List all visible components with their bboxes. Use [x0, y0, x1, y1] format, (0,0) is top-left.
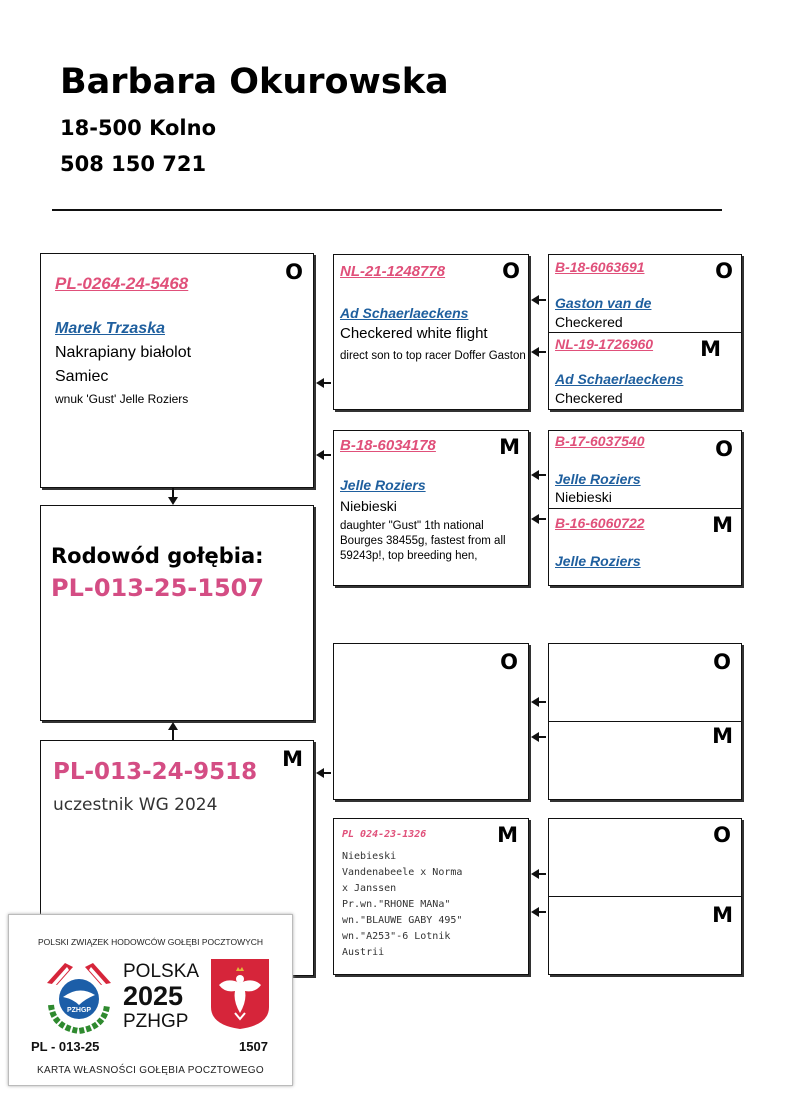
- father-sex: O: [285, 260, 303, 284]
- gen3-divider: [549, 896, 741, 897]
- gen3-block-3: [548, 643, 742, 800]
- arrow-left-icon: [316, 378, 330, 388]
- pedigree-label: Rodowód gołębia:: [51, 544, 264, 568]
- mmf-sex: O: [713, 823, 731, 847]
- father-card: [40, 253, 314, 488]
- fm-note: daughter "Gust" 1th national Bourges 38455g, fastest from all 59243p!, top breeding hen,: [340, 520, 506, 562]
- gen3-divider: [549, 721, 741, 722]
- card-ring-number: 1507: [239, 1039, 268, 1054]
- mm-line-2: Vandenabeele x Norma: [342, 867, 463, 878]
- fmm-breeder: Jelle Roziers: [555, 553, 641, 569]
- arrow-left-icon: [531, 907, 545, 917]
- fmf-breeder: Jelle Roziers: [555, 471, 641, 487]
- arrow-left-icon: [531, 470, 545, 480]
- arrow-left-icon: [531, 514, 545, 524]
- fmf-sex: O: [715, 437, 733, 461]
- fm-sex: M: [499, 435, 520, 459]
- ffm-ring: NL-19-1726960: [555, 336, 654, 352]
- ffm-breeder: Ad Schaerlaeckens: [555, 371, 684, 387]
- fff-sex: O: [715, 259, 733, 283]
- header-divider: [52, 209, 722, 211]
- fmf-color: Niebieski: [555, 489, 612, 505]
- mfm-sex: M: [712, 724, 733, 748]
- mff-sex: O: [713, 650, 731, 674]
- mm-card: [333, 818, 529, 975]
- gen3-block-4: [548, 818, 742, 975]
- fm-card: [333, 430, 529, 586]
- fff-ring: B-18-6063691: [555, 259, 645, 275]
- fm-color: Niebieski: [340, 498, 397, 514]
- mm-line-1: Niebieski: [342, 851, 397, 862]
- mmm-sex: M: [712, 903, 733, 927]
- pedigree-ring: PL-013-25-1507: [51, 574, 265, 602]
- card-org: POLSKI ZWIĄZEK HODOWCÓW GOŁĘBI POCZTOWYCH: [37, 937, 264, 947]
- father-ring: PL-0264-24-5468: [55, 274, 189, 293]
- arrow-left-icon: [531, 869, 545, 879]
- mm-line-4: Pr.wn."RHONE MANa": [342, 899, 451, 910]
- card-country: POLSKA: [123, 961, 200, 982]
- ff-color: Checkered white flight: [340, 325, 488, 342]
- pedigree-title-card: [40, 505, 314, 721]
- pzhgp-logo-icon: [39, 955, 119, 1035]
- arrow-left-icon: [316, 768, 330, 778]
- fff-color: Checkered: [555, 314, 623, 330]
- father-gender: Samiec: [55, 368, 109, 385]
- mm-sex: M: [497, 823, 518, 847]
- ff-sex: O: [502, 259, 520, 283]
- fm-breeder: Jelle Roziers: [340, 477, 426, 493]
- pzhgp-logo-text: PZHGP: [66, 1007, 92, 1014]
- card-year: 2025: [123, 981, 184, 1011]
- card-ring-prefix: PL - 013-25: [31, 1039, 100, 1054]
- ff-note: direct son to top racer Doffer Gaston: [340, 350, 526, 362]
- mm-line-6: wn."A253"-6 Lotnik: [342, 931, 451, 942]
- fmm-sex: M: [712, 513, 733, 537]
- fm-ring: B-18-6034178: [340, 437, 436, 454]
- ownership-card: [8, 914, 293, 1086]
- owner-phone: 508 150 721: [60, 152, 207, 176]
- gen3-block-1: [548, 254, 742, 410]
- arrow-up-icon: [167, 722, 179, 740]
- card-assoc: PZHGP: [123, 1011, 189, 1032]
- arrow-left-icon: [531, 295, 545, 305]
- mm-line-5: wn."BLAUWE GABY 495": [342, 915, 463, 926]
- mf-card: [333, 643, 529, 800]
- gen3-divider: [549, 508, 741, 509]
- fmm-ring: B-16-6060722: [555, 515, 645, 531]
- gen3-block-2: [548, 430, 742, 586]
- arrow-left-icon: [531, 732, 545, 742]
- fmf-ring: B-17-6037540: [555, 433, 645, 449]
- ff-breeder: Ad Schaerlaeckens: [340, 305, 469, 321]
- mother-note: uczestnik WG 2024: [53, 795, 218, 815]
- mm-ring: PL 024-23-1326: [342, 829, 427, 840]
- card-footer: KARTA WŁASNOŚCI GOŁĘBIA POCZTOWEGO: [37, 1065, 264, 1076]
- owner-name: Barbara Okurowska: [60, 62, 449, 102]
- arrow-left-icon: [531, 347, 545, 357]
- mm-line-3: x Janssen: [342, 883, 397, 894]
- ffm-sex: M: [700, 337, 721, 361]
- ff-ring: NL-21-1248778: [340, 263, 446, 280]
- mf-sex: O: [500, 650, 518, 674]
- mm-line-7: Austrii: [342, 947, 385, 958]
- arrow-left-icon: [316, 450, 330, 460]
- arrow-down-icon: [167, 488, 179, 506]
- ffm-color: Checkered: [555, 390, 623, 406]
- mother-ring: PL-013-24-9518: [53, 759, 258, 785]
- father-color: Nakrapiany białolot: [55, 344, 192, 361]
- gen3-divider: [549, 332, 741, 333]
- arrow-left-icon: [531, 697, 545, 707]
- ff-card: [333, 254, 529, 410]
- fff-breeder: Gaston van de: [555, 295, 652, 311]
- owner-address: 18-500 Kolno: [60, 116, 216, 140]
- father-breeder: Marek Trzaska: [55, 320, 165, 337]
- mother-sex: M: [282, 747, 303, 771]
- polish-eagle-icon: [209, 957, 271, 1031]
- father-note: wnuk 'Gust' Jelle Roziers: [55, 392, 189, 406]
